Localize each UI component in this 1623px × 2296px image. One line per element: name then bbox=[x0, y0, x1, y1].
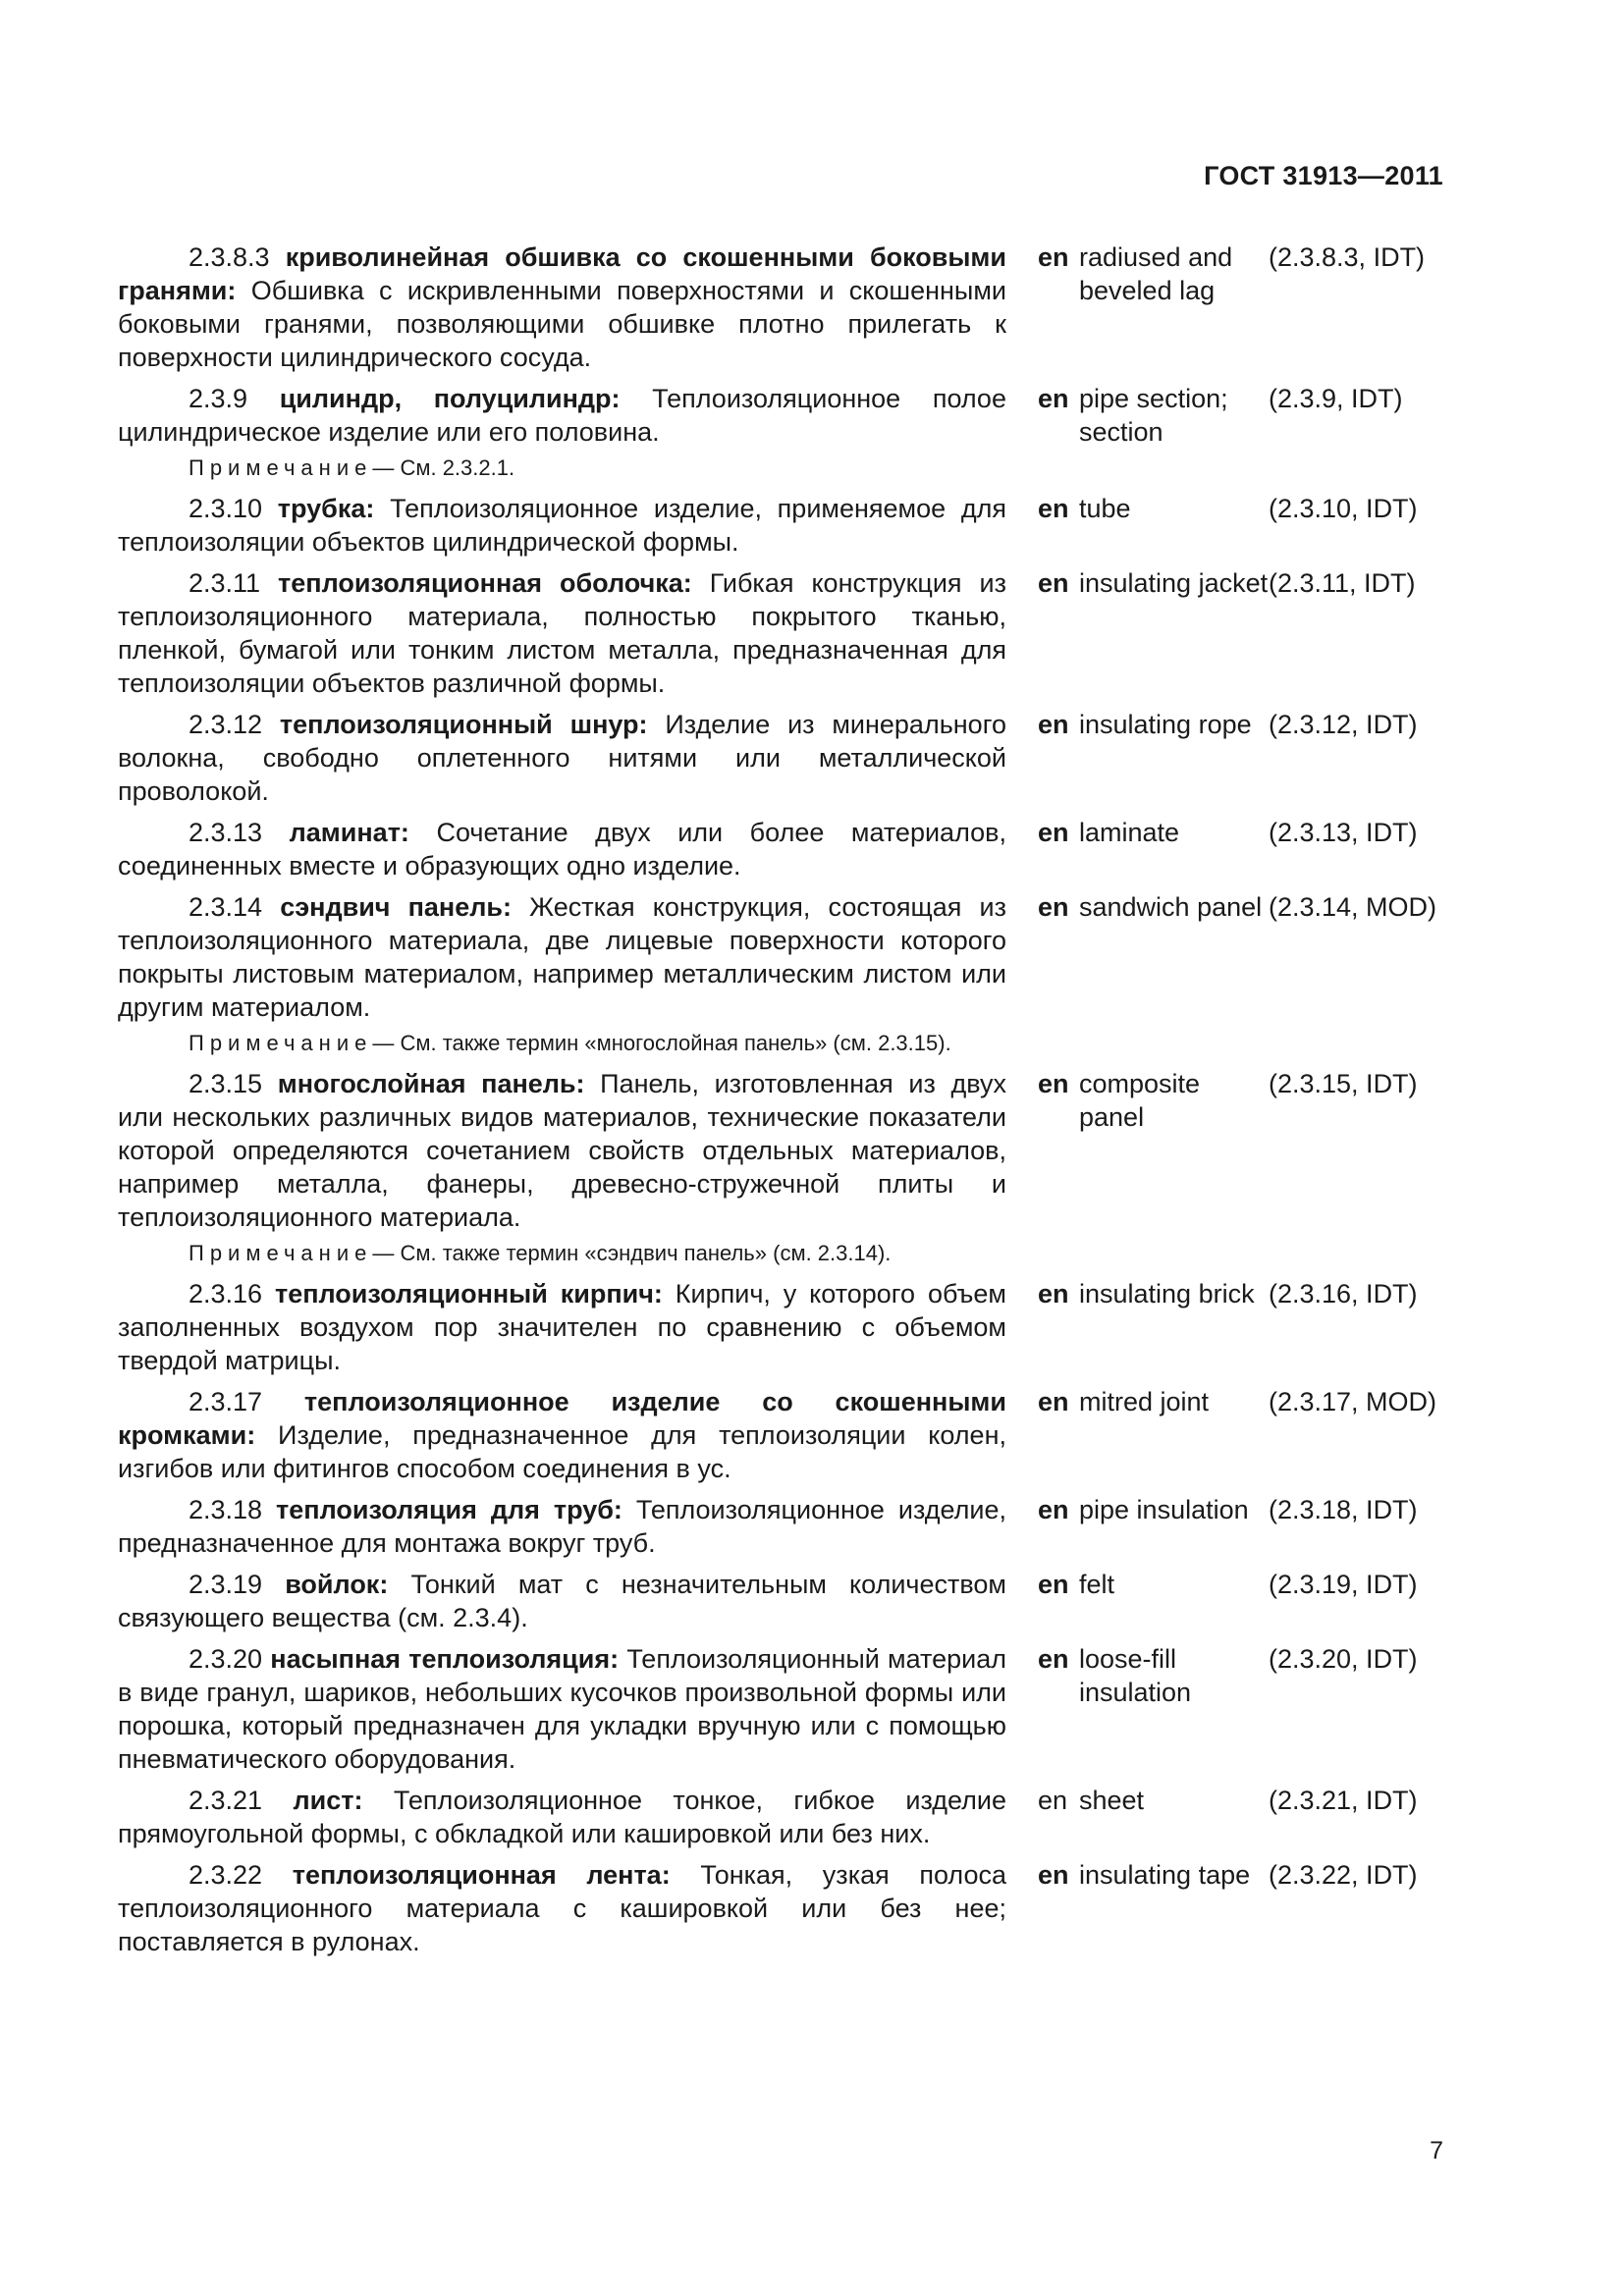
definition-paragraph bbox=[118, 1642, 1006, 1776]
term-number: 2.3.14 bbox=[189, 892, 263, 922]
term-definition: Теплоизоляционное полое цилиндрическое изделие или его половина. bbox=[118, 384, 1006, 447]
english-term bbox=[1038, 708, 1269, 808]
definition-column bbox=[118, 1568, 1006, 1634]
definition-paragraph bbox=[118, 1784, 1006, 1850]
term-name: теплоизоляционная оболочка: bbox=[278, 568, 692, 598]
english-term bbox=[1038, 816, 1269, 882]
english-term-text: pipe insulation bbox=[1079, 1495, 1249, 1524]
english-term-text: insulating tape bbox=[1079, 1860, 1251, 1890]
english-term bbox=[1038, 1277, 1269, 1377]
term-entry bbox=[118, 1784, 1453, 1850]
term-definition: Тонкая, узкая полоса теплоизоляционного материала с кашировкой или без нее; поставляется в рулонах. bbox=[118, 1860, 1006, 1956]
term-name: многослойная панель: bbox=[277, 1069, 585, 1098]
term-name: трубка: bbox=[277, 494, 375, 523]
standard-reference: (2.3.11, IDT) bbox=[1269, 568, 1416, 598]
definition-paragraph bbox=[118, 1277, 1006, 1377]
language-code: en bbox=[1038, 710, 1069, 739]
english-term-text: loose-fill insulation bbox=[1079, 1644, 1192, 1707]
definition-column bbox=[118, 382, 1006, 484]
term-definition: Теплоизоляционный материал в виде гранул, шариков, небольших кусочков произвольной формы или порошка, который предназначен для укладки вручную или с помощью пневматического оборудования. bbox=[118, 1644, 1006, 1774]
term-entry bbox=[118, 1642, 1453, 1776]
term-number: 2.3.8.3 bbox=[189, 242, 270, 272]
definition-paragraph bbox=[118, 1858, 1006, 1958]
definition-paragraph bbox=[118, 1493, 1006, 1560]
definition-paragraph bbox=[118, 1385, 1006, 1485]
definition-column bbox=[118, 1385, 1006, 1485]
note bbox=[118, 1028, 1006, 1059]
language-code: en bbox=[1038, 892, 1069, 922]
definition-column bbox=[118, 708, 1006, 808]
standard-reference: (2.3.20, IDT) bbox=[1269, 1644, 1418, 1674]
english-term bbox=[1038, 1858, 1269, 1958]
definition-paragraph bbox=[118, 492, 1006, 559]
term-number: 2.3.16 bbox=[189, 1279, 263, 1308]
page-number: 7 bbox=[1430, 2137, 1443, 2164]
definition-column bbox=[118, 492, 1006, 559]
term-name: теплоизоляционный шнур: bbox=[279, 710, 648, 739]
standard-reference: (2.3.12, IDT) bbox=[1269, 710, 1418, 739]
term-definition: Кирпич, у которого объем заполненных воздухом пор значителен по сравнению с объемом твердой матрицы. bbox=[118, 1279, 1006, 1375]
definition-column bbox=[118, 1642, 1006, 1776]
term-entry bbox=[118, 1277, 1453, 1377]
standard-reference: (2.3.16, IDT) bbox=[1269, 1279, 1418, 1308]
definition-column bbox=[118, 240, 1006, 374]
term-name: криволинейная обшивка со скошенными боковыми гранями: bbox=[118, 242, 1006, 305]
english-term-text: pipe section; section bbox=[1079, 384, 1228, 447]
english-term-text: sandwich panel bbox=[1079, 892, 1263, 922]
definition-column bbox=[118, 566, 1006, 700]
language-code: en bbox=[1038, 1387, 1069, 1416]
term-number: 2.3.20 bbox=[189, 1644, 263, 1674]
standard-reference: (2.3.22, IDT) bbox=[1269, 1860, 1418, 1890]
english-term bbox=[1038, 1385, 1269, 1485]
definition-paragraph bbox=[118, 1568, 1006, 1634]
term-entry bbox=[118, 1858, 1453, 1958]
english-term-text: felt bbox=[1079, 1570, 1115, 1599]
english-term bbox=[1038, 492, 1269, 559]
term-entry bbox=[118, 890, 1453, 1059]
english-term bbox=[1038, 382, 1269, 484]
language-code: en bbox=[1038, 242, 1069, 272]
term-name: сэндвич панель: bbox=[280, 892, 512, 922]
definition-column bbox=[118, 816, 1006, 882]
note-text: — См. также термин «многослойная панель» (см. 2.3.15). bbox=[372, 1031, 951, 1055]
english-term bbox=[1038, 1493, 1269, 1560]
term-definition: Жесткая конструкция, состоящая из теплоизоляционного материала, две лицевые поверхности которого покрыты листовым материалом, например металлическим листом или другим материалом. bbox=[118, 892, 1006, 1022]
term-number: 2.3.22 bbox=[189, 1860, 263, 1890]
definition-paragraph bbox=[118, 708, 1006, 808]
term-entry bbox=[118, 1493, 1453, 1560]
term-number: 2.3.11 bbox=[189, 568, 261, 598]
term-definition: Обшивка с искривленными поверхностями и скошенными боковыми гранями, позволяющими обшивке плотно прилегать к поверхности цилиндрического сосуда. bbox=[118, 276, 1006, 372]
english-term-text: mitred joint bbox=[1079, 1387, 1210, 1416]
english-term bbox=[1038, 1568, 1269, 1634]
term-definition: Панель, изготовленная из двух или нескольких различных видов материалов, технические показатели которой определяются сочетанием свойств отдельных материалов, например металла, фанеры, древесно-стружечной плиты и теплоизоляционного материала. bbox=[118, 1069, 1006, 1232]
note bbox=[118, 1238, 1006, 1269]
term-definition: Тонкий мат с незначительным количеством связующего вещества (см. 2.3.4). bbox=[118, 1570, 1006, 1632]
english-term-text: insulating brick bbox=[1079, 1279, 1255, 1308]
document-id-header: ГОСТ 31913—2011 bbox=[1204, 161, 1443, 190]
english-term-text: insulating jacket bbox=[1079, 568, 1269, 598]
term-entry bbox=[118, 708, 1453, 808]
language-code: en bbox=[1038, 384, 1069, 413]
term-number: 2.3.10 bbox=[189, 494, 263, 523]
language-code: en bbox=[1038, 1279, 1069, 1308]
term-definition: Гибкая конструкция из теплоизоляционного материала, полностью покрытого тканью, пленкой, бумагой или тонким листом металла, предназначенная для теплоизоляции объектов различной формы. bbox=[118, 568, 1006, 698]
term-entry bbox=[118, 240, 1453, 374]
english-term-text: tube bbox=[1079, 494, 1131, 523]
term-name: теплоизоляционная лента: bbox=[292, 1860, 671, 1890]
term-definition: Теплоизоляционное изделие, предназначенное для монтажа вокруг труб. bbox=[118, 1495, 1006, 1558]
english-term bbox=[1038, 1784, 1269, 1850]
term-name: теплоизоляция для труб: bbox=[276, 1495, 622, 1524]
language-code: en bbox=[1038, 568, 1069, 598]
term-entry bbox=[118, 382, 1453, 484]
term-entry bbox=[118, 566, 1453, 700]
standard-reference: (2.3.8.3, IDT) bbox=[1269, 242, 1426, 272]
definition-paragraph bbox=[118, 1067, 1006, 1234]
term-definition: Изделие из минерального волокна, свободно оплетенного нитями или металлической проволокой. bbox=[118, 710, 1006, 806]
standard-reference: (2.3.10, IDT) bbox=[1269, 494, 1418, 523]
standard-reference: (2.3.19, IDT) bbox=[1269, 1570, 1418, 1599]
standard-reference: (2.3.21, IDT) bbox=[1269, 1786, 1418, 1815]
term-entry bbox=[118, 1568, 1453, 1634]
standard-reference: (2.3.9, IDT) bbox=[1269, 384, 1403, 413]
english-term bbox=[1038, 1067, 1269, 1269]
term-number: 2.3.18 bbox=[189, 1495, 263, 1524]
definition-column bbox=[118, 1277, 1006, 1377]
term-name: цилиндр, полуцилиндр: bbox=[279, 384, 621, 413]
definition-paragraph bbox=[118, 382, 1006, 449]
language-code: en bbox=[1038, 1786, 1068, 1815]
term-number: 2.3.13 bbox=[189, 818, 263, 847]
language-code: en bbox=[1038, 494, 1069, 523]
definition-paragraph bbox=[118, 890, 1006, 1024]
english-term-text: sheet bbox=[1079, 1786, 1145, 1815]
note-text: — См. также термин «сэндвич панель» (см. 2.3.14). bbox=[372, 1241, 892, 1265]
term-definition: Изделие, предназначенное для теплоизоляции колен, изгибов или фитингов способом соединения в ус. bbox=[118, 1420, 1006, 1483]
language-code: en bbox=[1038, 1860, 1069, 1890]
english-term bbox=[1038, 1642, 1269, 1776]
english-term-text: radiused and beveled lag bbox=[1079, 242, 1233, 305]
term-name: лист: bbox=[293, 1786, 363, 1815]
term-definition: Теплоизоляционное изделие, применяемое для теплоизоляции объектов цилиндрической формы. bbox=[118, 494, 1006, 557]
term-name: ламинат: bbox=[289, 818, 409, 847]
term-entry bbox=[118, 492, 1453, 559]
term-number: 2.3.19 bbox=[189, 1570, 263, 1599]
term-number: 2.3.12 bbox=[189, 710, 263, 739]
standard-reference: (2.3.17, MOD) bbox=[1269, 1387, 1437, 1416]
term-name: войлок: bbox=[285, 1570, 389, 1599]
language-code: en bbox=[1038, 1570, 1069, 1599]
standard-reference: (2.3.15, IDT) bbox=[1269, 1069, 1418, 1098]
language-code: en bbox=[1038, 818, 1069, 847]
english-term-text: composite panel bbox=[1079, 1069, 1201, 1132]
note bbox=[118, 453, 1006, 484]
definition-paragraph bbox=[118, 240, 1006, 374]
note-label: Примечание bbox=[189, 1241, 373, 1265]
term-number: 2.3.9 bbox=[189, 384, 248, 413]
language-code: en bbox=[1038, 1495, 1069, 1524]
note-label: Примечание bbox=[189, 1031, 373, 1055]
term-number: 2.3.15 bbox=[189, 1069, 263, 1098]
term-definition: Сочетание двух или более материалов, соединенных вместе и образующих одно изделие. bbox=[118, 818, 1006, 881]
term-entry bbox=[118, 1385, 1453, 1485]
language-code: en bbox=[1038, 1644, 1069, 1674]
term-name: теплоизоляционное изделие со скошенными кромками: bbox=[118, 1387, 1006, 1450]
definition-column bbox=[118, 1493, 1006, 1560]
note-label: Примечание bbox=[189, 455, 373, 480]
term-entry bbox=[118, 816, 1453, 882]
english-term-text: insulating rope bbox=[1079, 710, 1252, 739]
term-entry bbox=[118, 1067, 1453, 1269]
definition-paragraph bbox=[118, 816, 1006, 882]
language-code: en bbox=[1038, 1069, 1069, 1098]
term-name: насыпная теплоизоляция: bbox=[270, 1644, 620, 1674]
standard-reference: (2.3.14, MOD) bbox=[1269, 892, 1437, 922]
definition-column bbox=[118, 1858, 1006, 1958]
term-entries bbox=[118, 240, 1453, 1966]
definition-paragraph bbox=[118, 566, 1006, 700]
definition-column bbox=[118, 890, 1006, 1059]
english-term-text: laminate bbox=[1079, 818, 1180, 847]
english-term bbox=[1038, 566, 1269, 700]
term-definition: Теплоизоляционное тонкое, гибкое изделие прямоугольной формы, с обкладкой или кашировкой или без них. bbox=[118, 1786, 1006, 1848]
term-name: теплоизоляционный кирпич: bbox=[274, 1279, 663, 1308]
standard-reference: (2.3.18, IDT) bbox=[1269, 1495, 1418, 1524]
term-number: 2.3.17 bbox=[189, 1387, 263, 1416]
english-term bbox=[1038, 890, 1269, 1059]
definition-column bbox=[118, 1784, 1006, 1850]
english-term bbox=[1038, 240, 1269, 374]
term-number: 2.3.21 bbox=[189, 1786, 263, 1815]
note-text: — См. 2.3.2.1. bbox=[372, 455, 515, 480]
definition-column bbox=[118, 1067, 1006, 1269]
standard-reference: (2.3.13, IDT) bbox=[1269, 818, 1418, 847]
